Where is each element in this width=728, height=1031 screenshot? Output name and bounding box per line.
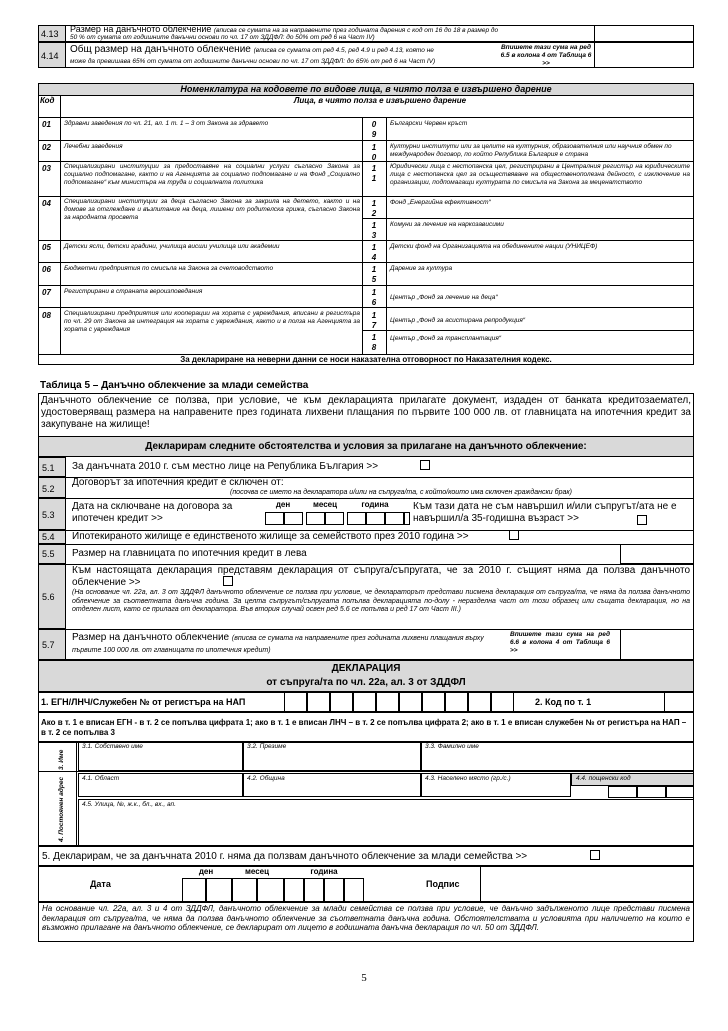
- divider: [362, 161, 694, 162]
- signature-date-digit[interactable]: [232, 878, 257, 902]
- row-number: 4.13: [38, 25, 66, 42]
- code: 03: [42, 164, 51, 173]
- row-number: 5.1: [38, 457, 66, 477]
- footer-note: На основание чл. 22а, ал. 3 и 4 от ЗДДФЛ, данъчното облекчение за млади семейства се ползва при условие, че данъчно задълженото лице представи писмена декларация от съпруга/та, че няма да ползва данъчното облекчение за съответната данъчна година. Обстоятелствата и условията при наличието на които е възможно прилагане на данъчното облекчение, се декларират от лицето в годишната данъчна декларация по чл. 50 от ЗДДФЛ.: [42, 904, 690, 932]
- hint-text: Ако в т. 1 е вписан ЕГН - в т. 2 се попълва цифрата 1; ако в т. 1 е вписан ЛНЧ – в т. 2 се попълва цифрата 2; ако в т. 1 е вписан служебен № от регистъра на НАП – в т. 2 се попълва 3: [41, 718, 687, 737]
- description: Детски ясли, детски градини, училища висши училища или академии: [64, 243, 280, 250]
- date-digit[interactable]: [385, 512, 404, 525]
- code: 02: [42, 143, 51, 152]
- row-5-5-text: Размер на главницата по ипотечния кредит в лева: [72, 548, 307, 559]
- principal-field[interactable]: [620, 544, 694, 564]
- divider: [362, 330, 694, 331]
- checkbox-5-6[interactable]: [223, 576, 233, 586]
- transfer-note: Впишете тази сума на ред 6.5 в колона 4 от Таблица 6 >>: [500, 44, 592, 67]
- municipality-label: 4.2. Община: [247, 775, 285, 782]
- divider: [38, 498, 694, 499]
- date-digit[interactable]: [347, 512, 366, 525]
- egn-digit[interactable]: [284, 692, 307, 712]
- row-number: 5.7: [38, 629, 66, 660]
- row-5-3-text: Дата на сключване на договора за ипотечен кредит >>: [72, 501, 233, 524]
- row-title-text: Размер на данъчното облекчение: [70, 24, 212, 34]
- code: 1 0: [371, 143, 377, 162]
- divider: [38, 307, 363, 308]
- description: Лечебни заведения: [64, 143, 123, 150]
- page-number: 5: [361, 972, 367, 984]
- row-5-6-text: Към настоящата декларация представям декларация от съпруга/съпругата, че за 2010 г. същият няма да ползва данъчното облекчение >>: [72, 565, 690, 588]
- divider: [76, 742, 77, 846]
- divider: [38, 544, 694, 545]
- signature-date-digit[interactable]: [257, 878, 284, 902]
- divider: [38, 240, 363, 241]
- day-label: ден: [198, 867, 214, 876]
- description: Специализирани институции за предоставяне на социални услуги съгласно Закона за социално подпомагане, както и на Агенцията за социално подпомагане и на Фонд „Социално подпомагане“ към министъра на труда и социалната политика: [64, 163, 360, 186]
- code: 08: [42, 311, 51, 320]
- divider: [38, 161, 363, 162]
- date-digit[interactable]: [265, 512, 284, 525]
- divider: [38, 196, 363, 197]
- code: 1 6: [371, 288, 377, 307]
- year-label: година: [310, 867, 338, 876]
- code: 1 7: [371, 311, 377, 330]
- row-number: 5.3: [38, 498, 66, 530]
- code: 01: [42, 120, 51, 129]
- row-subtitle: може да превишава 65% от сумата от годишните данъчни основи по чл. 17 от ЗДДФЛ: до 65% от ред 6 на Част IV): [70, 58, 436, 65]
- amount-field-4-14[interactable]: [594, 42, 694, 68]
- code: 05: [42, 243, 51, 252]
- row-5-1-text: За данъчната 2010 г. съм местно лице на Република България >>: [72, 461, 379, 472]
- description: Специализирани институции за деца съгласно Закона за закрила на детето, както и на домове за отглеждане и възпитание на деца, лишени от родителска грижа, съгласно Закона за народната просвета: [64, 198, 360, 221]
- divider: [386, 117, 387, 354]
- description: Културни институти или за целите на културния, образователния или научния обмен по международен договор, по който Република България е страна: [390, 143, 672, 158]
- signature-label: Подпис: [426, 879, 460, 889]
- description: Регистрирани в страната вероизповедания: [64, 288, 203, 295]
- postcode-digit[interactable]: [637, 786, 666, 798]
- date-digit[interactable]: [366, 512, 385, 525]
- egn-digit[interactable]: [491, 692, 514, 712]
- egn-label: 1. ЕГН/ЛНЧ/Служебен № от регистъра на НАП: [41, 697, 246, 707]
- description: Български Червен кръст: [390, 120, 468, 127]
- divider: [362, 285, 694, 286]
- amount-field-4-13[interactable]: [594, 25, 694, 42]
- description: Център „Фонд за асистирана репродукция“: [390, 317, 526, 324]
- postcode-digit[interactable]: [666, 786, 694, 798]
- divider: [38, 285, 363, 286]
- code-header: Код: [40, 96, 55, 105]
- signature-date-digit[interactable]: [304, 878, 324, 902]
- name-side-label: 3. Име: [58, 749, 65, 770]
- divider: [38, 262, 363, 263]
- egn-digit[interactable]: [376, 692, 399, 712]
- description: Център „Фонд за лечение на деца“: [390, 294, 498, 301]
- table5: [38, 393, 694, 660]
- row-5-7-text: [72, 632, 502, 656]
- divider: [362, 240, 694, 241]
- row-number: 5.2: [38, 477, 66, 498]
- divider: [38, 140, 363, 141]
- middle-name-label: 3.2. Презиме: [247, 743, 287, 750]
- row-subtitle: 50 % от сумата от годишните данъчни основи по чл. 17 от ЗДДФЛ: до 50% от ред 6 на Част IV): [70, 34, 375, 41]
- code: 1 5: [371, 265, 377, 284]
- last-name-label: 3.3. Фамилно име: [425, 743, 479, 750]
- checkbox-decl-5[interactable]: [590, 850, 600, 860]
- code: 04: [42, 199, 51, 208]
- egn-digit[interactable]: [422, 692, 445, 712]
- row-5-6-note: (На основание чл. 22а, ал. 3 от ЗДДФЛ данъчното облекчение се ползва при условие, че деклараторът представи писмена декларация от съпруга/та, че няма да ползва данъчното облекчение за съответната данъчна година. За целта съпругът/съпругата попълва декларацията по-долу - неразделна част от този образец или същата декларация, но на отделен лист, като се прилага от декларатора. Във втория случай освен ред 5.6 се попълва и ред 17 от Част III.): [72, 589, 690, 613]
- row-5-declaration-text: 5. Декларирам, че за данъчната 2010 г. няма да ползвам данъчното облекчение за млади семейства >>: [42, 851, 528, 862]
- row-5-7-note: (вписва се сумата на направените през годината лихвени плащания върху първите 100 000 лв. от главницата по ипотечния кредит): [72, 635, 484, 654]
- date-digit[interactable]: [284, 512, 303, 525]
- description: Дарение за култура: [390, 265, 453, 272]
- code: 1 4: [371, 243, 377, 262]
- nomenclature-title: Номенклатура на кодовете по видове лица, в чиято полза е извършено дарение: [38, 83, 694, 96]
- row-title: [70, 44, 434, 56]
- signature-date-digit[interactable]: [324, 878, 344, 902]
- date-digit[interactable]: [404, 512, 410, 525]
- postcode-label: 4.4. пощенски код: [576, 775, 631, 782]
- postcode-digit[interactable]: [608, 786, 637, 798]
- description: Юридически лица с нестопанска цел, регистрирани в Централния регистър на юридическите лица с нестопанска цел за осъществяване на общественополезна дейност, с изключение на организации, подпомагащи културата по смисъла на Закона за меценатството: [390, 163, 690, 186]
- address-side-label: 4. Постоянен адрес: [58, 776, 65, 842]
- month-label: месец: [312, 500, 338, 509]
- divider: [362, 262, 694, 263]
- row-title-note: (вписва се сумата на за направените през годината дарения с код от 16 до 18 в размер до: [213, 27, 499, 34]
- description: Здравни заведения по чл. 21, ал. 1 т. 1 – 3 от Закона за здравето: [64, 120, 269, 127]
- row-number: 5.6: [38, 564, 66, 629]
- checkbox-5-3[interactable]: [637, 515, 647, 525]
- code: 1 1: [371, 164, 377, 183]
- description: Детски фонд на Организацията на обединените нации (УНИЦЕФ): [390, 243, 598, 250]
- description: Фонд „Енергийна ефективност“: [390, 199, 491, 206]
- warning-text: За деклариране на неверни данни се носи наказателна отговорност по Наказателния кодекс.: [180, 355, 552, 364]
- divider: [362, 307, 694, 308]
- region-label: 4.1. Област: [82, 775, 120, 782]
- description: Бюджетни предприятия по смисъла на Закона за счетоводството: [64, 265, 274, 272]
- row-5-3-right: Към тази дата не съм навършил и/или съпругът/ата не е навършил/а 35-годишна възраст >>: [413, 501, 677, 524]
- date-digit[interactable]: [306, 512, 325, 525]
- divider: [362, 196, 694, 197]
- signature-date-digit[interactable]: [284, 878, 304, 902]
- row-5-2-text: Договорът за ипотечния кредит е сключен от:: [72, 477, 284, 488]
- row-number: 5.5: [38, 544, 66, 564]
- first-name-label: 3.1. Собствено име: [82, 743, 143, 750]
- row-number: 5.4: [38, 530, 66, 544]
- month-label: месец: [244, 867, 270, 876]
- persons-header: Лица, в чиято полза е извършено дарение: [293, 96, 467, 105]
- egn-digit[interactable]: [330, 692, 353, 712]
- row-number: 4.14: [38, 42, 66, 68]
- egn-digit[interactable]: [399, 692, 422, 712]
- row-5-2-note: (посочва се името на декларатора и/или на съпруга/та, с който/които има сключен граждански брак): [230, 489, 572, 496]
- egn-digit[interactable]: [307, 692, 330, 712]
- description: Център „Фонд за трансплантация“: [390, 335, 501, 342]
- code: 07: [42, 288, 51, 297]
- code: 1 2: [371, 199, 377, 218]
- date-digit[interactable]: [325, 512, 344, 525]
- table5-intro: Данъчното облекчение се ползва, при условие, че към декларацията прилагате документ, издаден от банката кредитозаемател, удостоверяващ размера на направените през годината лихвени плащания по първите 100 000 лв. от главницата на ипотечния кредит за закупуване на жилище!: [41, 395, 691, 430]
- checkbox-5-1[interactable]: [420, 460, 430, 470]
- date-label: Дата: [90, 879, 111, 889]
- street-label: 4.5. Улица, №, ж.к., бл., вх., ап.: [82, 801, 176, 808]
- settlement-label: 4.3. Населено място (гр./с.): [425, 775, 511, 782]
- table5-declare: Декларирам следните обстоятелства и условия за прилагане на данъчното облекчение:: [38, 436, 694, 457]
- signature-field[interactable]: [480, 866, 694, 902]
- checkbox-5-4[interactable]: [509, 530, 519, 540]
- declaration-subtitle: от съпруга/та по чл. 22а, ал. 3 от ЗДДФЛ: [266, 677, 466, 688]
- row-5-4-text: Ипотекираното жилище е единственото жилище за семейството през 2010 година >>: [72, 531, 469, 542]
- description: Комуни за лечение на наркозависими: [390, 221, 504, 228]
- day-label: ден: [275, 500, 291, 509]
- transfer-note: Впишете тази сума на ред 6.6 в колона 4 от Таблица 6 >>: [510, 631, 610, 654]
- code-label: 2. Код по т. 1: [535, 697, 592, 707]
- divider: [362, 117, 363, 354]
- row-5-7-title: Размер на данъчното облекчение: [72, 632, 230, 643]
- declaration-title: ДЕКЛАРАЦИЯ: [331, 663, 401, 674]
- signature-date-digit[interactable]: [344, 878, 364, 902]
- signature-date-digit[interactable]: [206, 878, 232, 902]
- divider: [362, 140, 694, 141]
- table5-title: Таблица 5 – Данъчно облекчение за млади семейства: [40, 380, 309, 391]
- egn-digit[interactable]: [468, 692, 491, 712]
- code: 1 3: [371, 221, 377, 240]
- code: 0 9: [371, 120, 377, 139]
- signature-date-digit[interactable]: [182, 878, 206, 902]
- egn-digit[interactable]: [445, 692, 468, 712]
- divider: [38, 117, 694, 118]
- code: 06: [42, 265, 51, 274]
- code: 1 8: [371, 333, 377, 352]
- divider: [60, 96, 61, 354]
- year-label: година: [361, 500, 389, 509]
- row-title-text: Общ размер на данъчното облекчение: [70, 44, 251, 55]
- divider: [362, 218, 694, 219]
- egn-digit[interactable]: [353, 692, 376, 712]
- code-field[interactable]: [664, 692, 694, 712]
- row-title-note: (вписва се сумата от ред 4.5, ред 4.9 и ред 4.13, която не: [253, 47, 434, 54]
- divider: [38, 771, 694, 772]
- divider: [38, 629, 694, 630]
- description: Специализирани предприятия или кооперации на хората с увреждания, вписани в регистъра по чл. 29 от Закона за интеграция на хората с увреждания, както и в полза на Агенцията за хората с увреждания: [64, 310, 360, 333]
- relief-amount-field[interactable]: [620, 629, 694, 660]
